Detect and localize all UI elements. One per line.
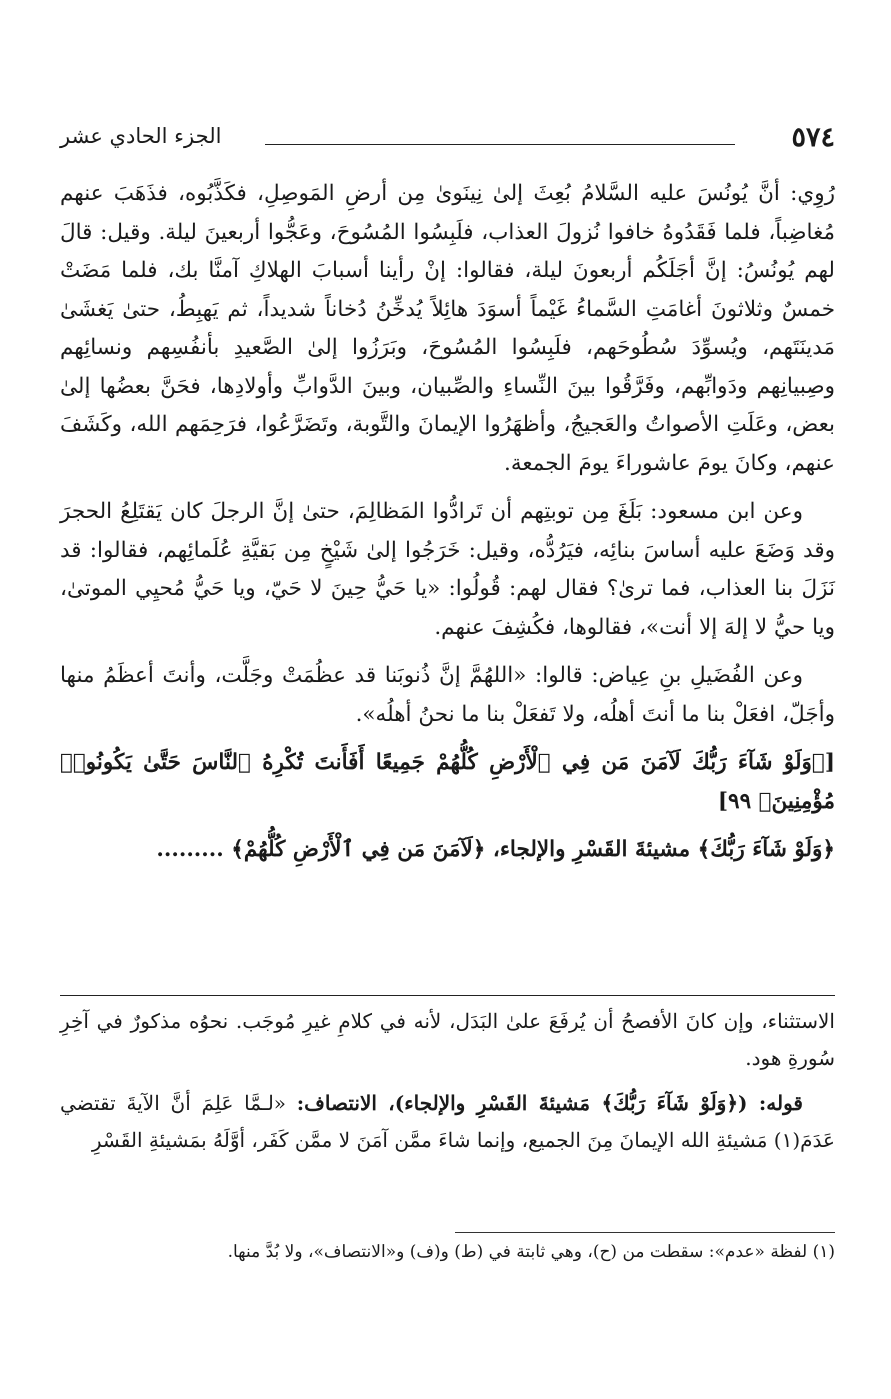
main-paragraph-2: وعن ابن مسعود: بَلَغَ مِن توبتِهم أن تَرادُّوا المَظالِمَ، حتىٰ إنَّ الرجلَ كان يَقتَلِعُ الحجرَ وقد وَضَعَ عليه أساسَ بنائِه، فيَرُدُّه، وقيل: خَرَجُوا إلىٰ شَيْخٍ مِن بَقيَّةِ عُلَمائِهم، فقالوا: قد نَزَلَ بنا العذاب، فما ترىٰ؟ فقال لهم: قُولُوا: «يا حَيُّ حِينَ لا حَيّ، ويا حَيُّ مُحيِي الموتىٰ، ويا حيُّ لا إلهَ إلا أنت»، فقالوها، فكُشِفَ عنهم.: [60, 499, 835, 640]
footnote-rule: [455, 1232, 835, 1233]
commentary-heading: ﴿وَلَوْ شَآءَ رَبُّكَ﴾ مشيئةَ القَسْرِ والإلجاء، ﴿لَآمَنَ مَن فِي ٱلْأَرْضِ كُلُّهُمْ﴾ .........: [156, 837, 835, 862]
main-paragraph-1: رُوِي: أنَّ يُونُسَ عليه السَّلامُ بُعِثَ إلىٰ نِينَوىٰ مِن أرضِ المَوصِلِ، فكَذَّبُوه، فذَهَبَ عنهم مُغاضِباً، فلما فَقَدُوهُ خافوا نُزولَ العذاب، فلَبِسُوا المُسُوحَ، وعَجُّوا أربعينَ ليلة. وقيل: قالَ لهم يُونُسُ: إنَّ أجَلَكُم أربعونَ ليلة، فقالوا: إنْ رأينا أسبابَ الهلاكِ آمنَّا بك، فلما مَضَتْ خمسٌ وثلاثونَ أغامَتِ السَّماءُ غَيْماً أسوَدَ هائِلاً يُدخِّنُ دُخاناً شديداً، ثم يَهبِطُ، حتىٰ يَغشَىٰ مَدينَتَهم، ويُسوِّدَ سُطُوحَهم، فلَبِسُوا المُسُوحَ، وبَرَزُوا إلىٰ الصَّعيدِ بأنفُسِهم ونسائِهم وصِبيانِهم ودَوابِّهم، وفَرَّقُوا بينَ النِّساءِ والصِّبيان، وبينَ الدَّوابِّ وأولادِها، فحَنَّ بعضُها إلىٰ بعض، وعَلَتِ الأصواتُ والعَجيجُ، وأظهَرُوا الإيمانَ والتَّوبة، وتَضَرَّعُوا، فرَحِمَهم الله، وكَشَفَ عنهم، وكانَ يومَ عاشوراءَ يومَ الجمعة.: [60, 181, 835, 476]
gloss-text: [60, 1003, 835, 1167]
header-rule: [265, 144, 735, 145]
section-divider: [60, 995, 835, 996]
gloss-body: «لـمَّا عَلِمَ أنَّ الآيةَ تقتضي عَدَمَ(١) مَشيئةِ الله الإيمانَ مِنَ الجميع، وإنما شاءَ ممَّن آمَنَ لا ممَّن كَفَر، أوَّلَهُ بمَشيئةِ القَسْرِ: [60, 1091, 835, 1152]
running-header: [60, 120, 835, 162]
gloss-lead: قوله: (﴿وَلَوْ شَآءَ رَبُّكَ﴾ مَشيئةَ القَسْرِ والإلجاء)، الانتصاف:: [296, 1091, 803, 1115]
gloss-paragraph-2: [60, 1085, 835, 1159]
gloss-paragraph-1: الاستثناء، وإن كانَ الأفصحُ أن يُرفَعَ علىٰ البَدَل، لأنه في كلامِ غيرِ مُوجَب. نحوُه مذكورٌ في آخِرِ سُورةِ هود.: [60, 1009, 835, 1070]
part-title: الجزء الحادي عشر: [60, 124, 222, 148]
main-text: [60, 175, 835, 880]
quran-verse: [﴿وَلَوْ شَآءَ رَبُّكَ لَآمَنَ مَن فِي ٱلْأَرْضِ كُلُّهُمْ جَمِيعًا أَفَأَنتَ تُكْرِهُ ٱلنَّاسَ حَتَّىٰ يَكُونُوا۟ مُؤْمِنِينَ﴾ ٩٩]: [60, 750, 835, 814]
page-number: ٥٧٤: [791, 122, 835, 153]
footnote: (١) لفظة «عدم»: سقطت من (ح)، وهي ثابتة في (ط) و(ف) و«الانتصاف»، ولا بُدَّ منها.: [227, 1242, 835, 1262]
main-paragraph-3: وعن الفُضَيلِ بنِ عِياض: قالوا: «اللهُمَّ إنَّ ذُنوبَنا قد عظُمَتْ وجَلَّت، وأنتَ أعظَمُ منها وأجَلّ، افعَلْ بنا ما أنتَ أهلُه، ولا تَفعَلْ بنا ما نحنُ أهلُه».: [60, 663, 835, 727]
